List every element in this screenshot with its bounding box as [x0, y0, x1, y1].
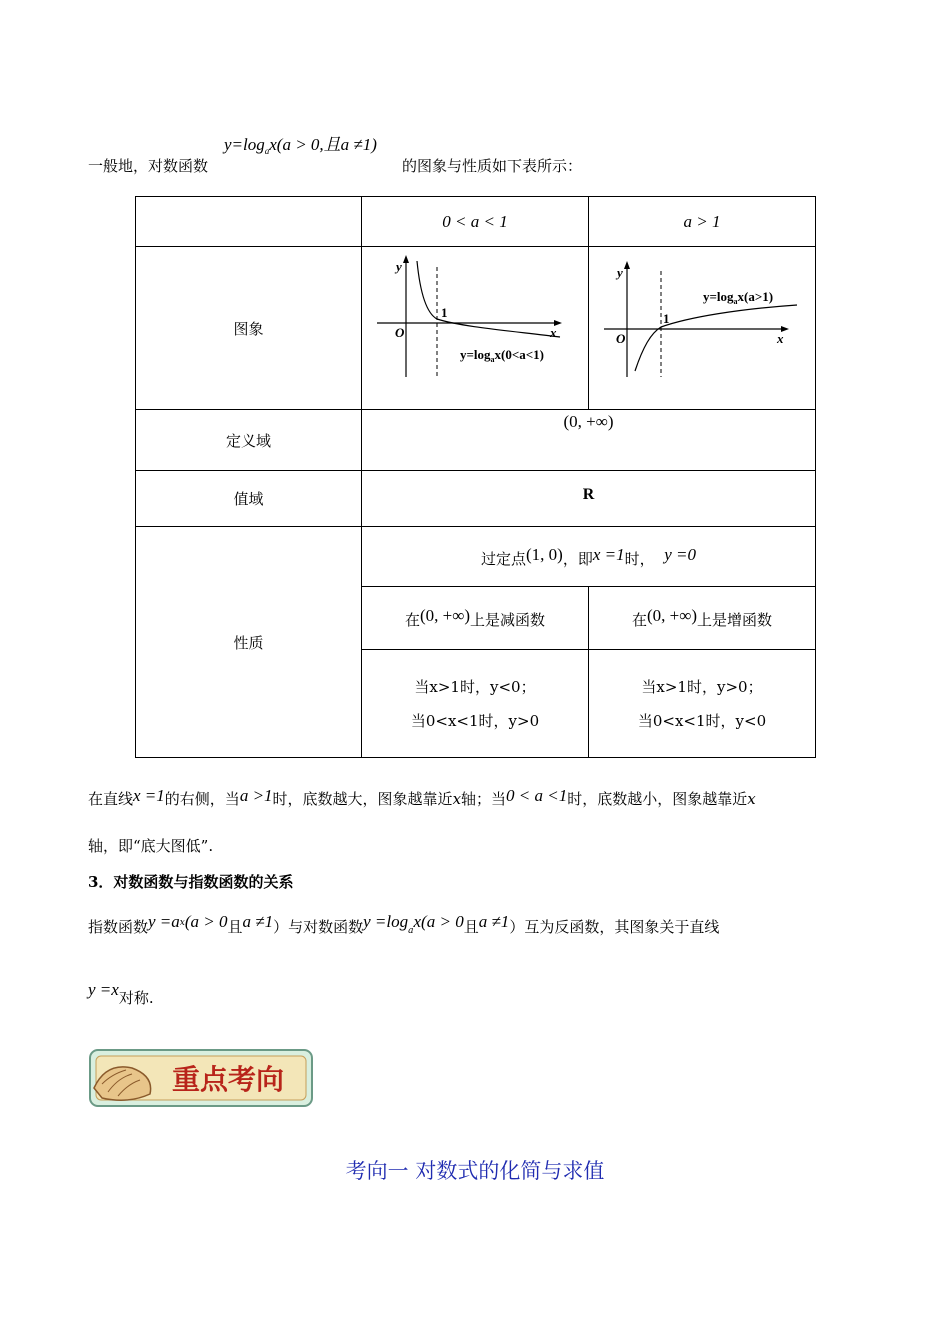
monotonic-left-cell: 在(0, +∞)上是减函数 [362, 587, 589, 650]
header-col-2: a > 1 [589, 197, 816, 247]
range-row-label: 值域 [136, 471, 362, 527]
monotonic-right-cell: 在(0, +∞)上是增函数 [589, 587, 816, 650]
intro-prefix: 一般地，对数函数 [88, 157, 209, 175]
range-value: R [362, 471, 816, 527]
sign-left-cell: 当x>1时，y<0； 当0<x<1时，y>0 [362, 650, 589, 758]
graph-left-one: 1 [441, 305, 448, 320]
graph-left-origin: O [395, 325, 405, 340]
graph-decreasing-log [362, 247, 588, 405]
graph-right-y-label: y [617, 265, 623, 280]
graph-left-x-label: x [550, 325, 557, 340]
domain-row-label: 定义域 [136, 410, 362, 471]
section3-line2: y =x对称. [88, 980, 154, 1007]
header-empty-cell [136, 197, 362, 247]
props-row-label: 性质 [136, 527, 362, 758]
graph-right-one: 1 [663, 311, 670, 326]
log-properties-table [135, 196, 816, 758]
graph-left-cell [362, 247, 589, 410]
key-topics-banner [88, 1048, 314, 1108]
graph-increasing-log [589, 247, 815, 405]
graph-left-y-label: y [396, 259, 402, 274]
graph-right-cell [589, 247, 816, 410]
base-comparison-line2: 轴，即“底大图低”. [88, 837, 214, 855]
graph-left-curve-label: $y=\log_ax(0<a<1)$ [460, 347, 545, 364]
sign-right-cell: 当x>1时，y>0； 当0<x<1时，y<0 [589, 650, 816, 758]
graph-row-label: 图象 [136, 247, 362, 410]
section-title: 考向一 对数式的化简与求值 [345, 1159, 605, 1183]
graph-right-curve-label: $y=\log_ax(a>1)$ [703, 289, 774, 306]
intro-formula: $y=\log_ax(a > 0$,且a ≠1) [224, 135, 377, 156]
banner-graphic [88, 1048, 314, 1108]
intro-suffix: 的图象与性质如下表所示： [402, 157, 583, 175]
graph-right-x-label: x [777, 331, 784, 346]
domain-value: (0, +∞) [362, 410, 816, 471]
section3-heading: 3．对数函数与指数函数的关系 [88, 873, 294, 891]
banner-text: 重点考向 [171, 1063, 285, 1096]
base-comparison-line1: 在直线x =1的右侧，当a >1时，底数越大，图象越靠近x轴；当0 < a <1时，底数越小，图象越靠近x [88, 786, 756, 808]
graph-right-origin: O [616, 331, 626, 346]
fixed-point-cell: 过定点(1, 0)，即x =1时， y =0 [362, 527, 816, 587]
section3-line1: 指数函数$y =a^x(a > 0$且a ≠1）与对数函数y =logax(a > 0且a ≠1）互为反函数，其图象关于直线 [88, 912, 720, 936]
header-col-1: 0 < a < 1 [362, 197, 589, 247]
